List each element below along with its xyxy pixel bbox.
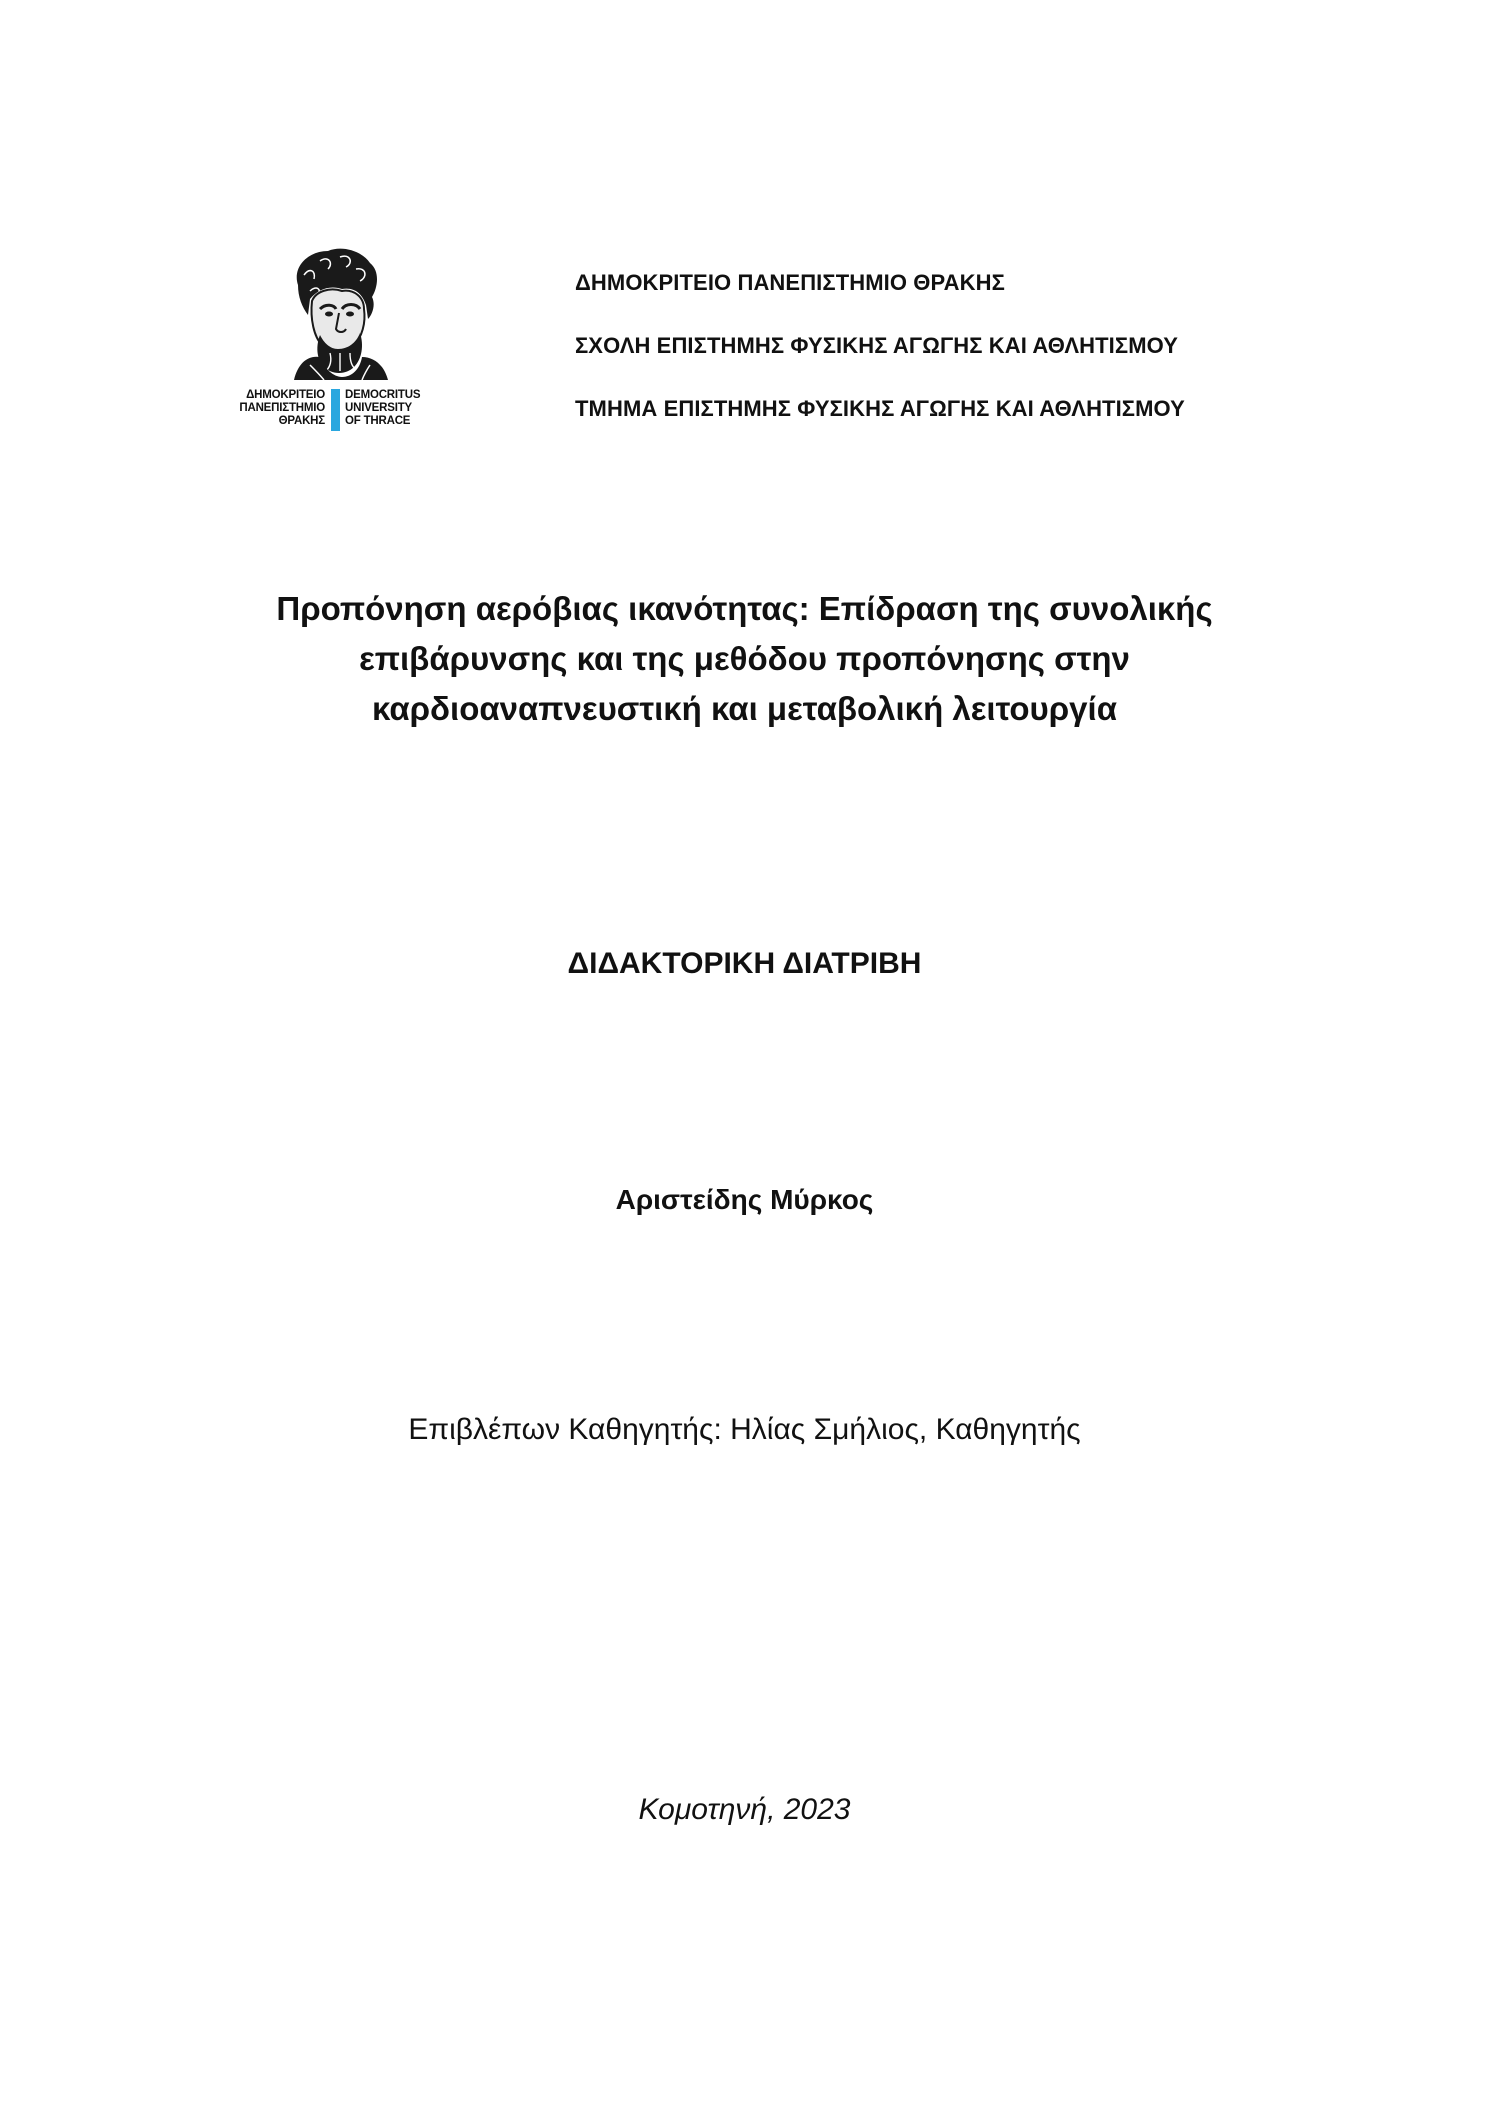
university-name: ΔΗΜΟΚΡΙΤΕΙΟ ΠΑΝΕΠΙΣΤΗΜΙΟ ΘΡΑΚΗΣ <box>575 270 1005 295</box>
document-type: ΔΙΔΑΚΤΟΡΙΚΗ ΔΙΑΤΡΙΒΗ <box>567 947 922 980</box>
logo-name-english <box>345 389 420 428</box>
school-name: ΣΧΟΛΗ ΕΠΙΣΤΗΜΗΣ ΦΥΣΙΚΗΣ ΑΓΩΓΗΣ ΚΑΙ ΑΘΛΗΤΙΣΜΟΥ <box>575 333 1179 358</box>
author-name: Αριστείδης Μύρκος <box>615 1184 874 1215</box>
supervisor-line: Επιβλέπων Καθηγητής: Ηλίας Σμήλιος, Καθηγητής <box>408 1413 1081 1446</box>
logo-text-line: ΘΡΑΚΗΣ <box>278 415 325 427</box>
thesis-title-line: επιβάρυνσης και της μεθόδου προπόνησης στην <box>359 640 1130 677</box>
logo-text-line: DEMOCRITUS <box>345 389 421 401</box>
university-logo <box>228 245 443 440</box>
thesis-title-line: καρδιοαναπνευστική και μεταβολική λειτουργία <box>372 690 1117 727</box>
thesis-title-line: Προπόνηση αερόβιας ικανότητας: Επίδραση της συνολικής <box>276 590 1213 627</box>
thesis-title <box>0 584 1489 734</box>
logo-text-line: OF THRACE <box>345 415 411 427</box>
logo-text-line: ΠΑΝΕΠΙΣΤΗΜΙΟ <box>239 402 325 414</box>
logo-name-greek <box>239 389 325 428</box>
logo-text-line: ΔΗΜΟΚΡΙΤΕΙΟ <box>246 389 325 401</box>
logo-text-line: UNIVERSITY <box>345 402 413 414</box>
place-date: Κομοτηνή, 2023 <box>638 1793 851 1826</box>
logo-accent-bar <box>331 389 340 431</box>
democritus-portrait-icon <box>280 245 390 380</box>
department-name: ΤΜΗΜΑ ΕΠΙΣΤΗΜΗΣ ΦΥΣΙΚΗΣ ΑΓΩΓΗΣ ΚΑΙ ΑΘΛΗΤΙΣΜΟΥ <box>575 396 1185 421</box>
